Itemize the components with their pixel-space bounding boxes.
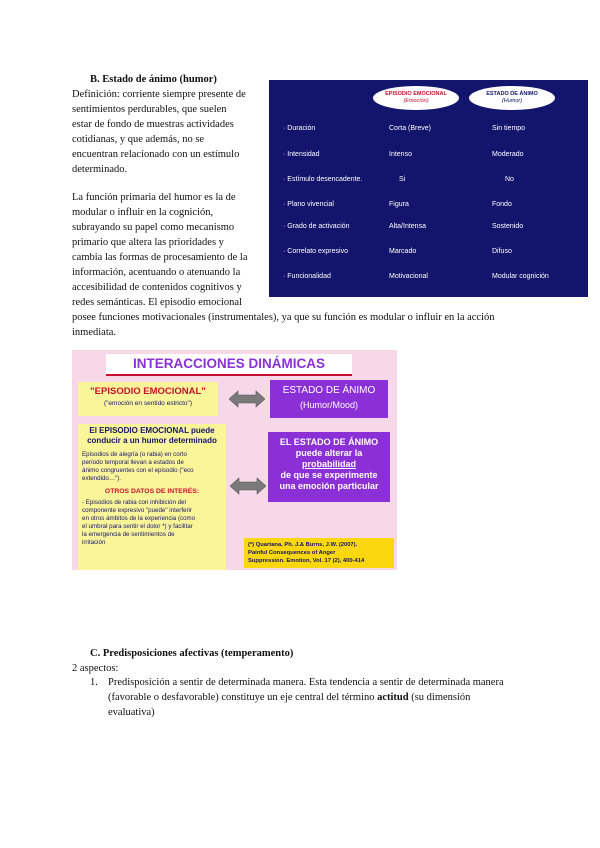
function-paragraph	[72, 190, 267, 310]
table-row	[269, 248, 588, 260]
reference-box	[244, 538, 394, 568]
row-humor: Moderado	[492, 151, 524, 158]
row-emocion: Alta/Intensa	[389, 223, 426, 230]
text-line: sentimientos perdurables, que suelen	[72, 104, 227, 115]
text-line: subrayando su papel como mecanismo	[72, 222, 235, 233]
row-emocion: Intenso	[389, 151, 412, 158]
header-episodio-title: EPISODIO EMOCIONAL	[385, 91, 447, 97]
section-b-heading: B. Estado de ánimo (humor)	[90, 74, 217, 85]
yellow-body-line: ánimo congruentes con el episodio ("eco	[82, 467, 194, 474]
text-line: accesibilidad de contenidos cognitivos y	[72, 282, 242, 293]
row-label: · Intensidad	[283, 151, 320, 158]
row-emocion: Si	[399, 176, 406, 183]
reference-line: (*) Quartana, Ph. J.& Burns, J.W. (2007).	[248, 542, 358, 548]
text-segment: (favorable o desfavorable) constituye un eje central del término	[108, 692, 375, 703]
row-emocion: Marcado	[389, 248, 417, 255]
text-line: Predisposición a sentir de determinada manera. Esta tendencia a sentir de determinada manera	[108, 677, 504, 688]
text-line: inmediata.	[72, 327, 117, 338]
row-humor: Sostenido	[492, 223, 524, 230]
purple-line: de que se experimente	[280, 470, 378, 480]
text-line: posee funciones motivacionales (instrumentales), ya que su función es modular o influir en la acción	[72, 312, 495, 323]
text-line: cotidianas, y que además, no se	[72, 134, 205, 145]
text-line: estar de fondo de muestras actividades	[72, 119, 234, 130]
text-segment: (su dimensión	[411, 692, 471, 703]
yellow-info-box	[78, 424, 226, 570]
text-line: determinado.	[72, 164, 128, 175]
header-episodio-sub: (Emoción)	[403, 98, 429, 104]
reference-line: Painful Consequences of Anger	[248, 550, 336, 556]
list-item-number: 1.	[90, 677, 98, 688]
row-label: · Estímulo desencadente.	[283, 176, 363, 183]
otros-body-line: irritación	[82, 539, 106, 546]
aspects-label: 2 aspectos:	[72, 663, 119, 674]
interactions-slide	[72, 350, 397, 570]
yellow-heading-line: El EPISODIO EMOCIONAL puede	[89, 426, 215, 435]
header-episodio-pill	[373, 86, 459, 110]
purple-line: puede alterar la	[295, 448, 363, 458]
list-item	[108, 675, 548, 720]
otros-body-line: en otros ámbitos de la experiencia (como	[82, 515, 196, 522]
row-emocion: Corta (Breve)	[389, 125, 432, 132]
row-humor: No	[505, 176, 514, 183]
double-arrow-icon	[229, 390, 265, 408]
row-humor: Modular cognición	[492, 273, 549, 280]
purple-box	[268, 432, 390, 502]
keyword-actitud: actitud	[377, 692, 409, 703]
yellow-heading-line: conducir a un humor determinado	[87, 436, 217, 445]
comparison-slide	[269, 80, 588, 297]
header-estado-title: ESTADO DE ÁNIMO	[486, 91, 538, 97]
table-row	[269, 125, 588, 137]
table-row	[269, 273, 588, 285]
episodio-sub: ("emoción en sentido estricto")	[103, 400, 193, 407]
estado-box	[270, 380, 388, 418]
text-line: primario que altera las prioridades y	[72, 237, 224, 248]
reference-line: Suppression. Emotion, Vol. 17 (2), 400-414	[248, 558, 365, 564]
text-line: información, acentuando o atenuando la	[72, 267, 241, 278]
table-row	[269, 223, 588, 235]
slide-title: INTERACCIONES DINÁMICAS	[132, 356, 325, 371]
row-emocion: Figura	[389, 201, 409, 208]
row-label: · Correlato expresivo	[283, 248, 348, 255]
text-line: evaluativa)	[108, 707, 155, 718]
function-paragraph-continued	[72, 310, 572, 340]
purple-line: probabilidad	[302, 459, 356, 469]
text-line: La función primaria del humor es la de	[72, 192, 236, 203]
text-line: cambia las formas de procesamiento de la	[72, 252, 248, 263]
text-line: modular o influir en la cognición,	[72, 207, 214, 218]
otros-body-line: la emergencia de sentimientos de	[82, 531, 175, 538]
row-humor: Sin tiempo	[492, 125, 526, 132]
episodio-title: "EPISODIO EMOCIONAL"	[90, 386, 206, 397]
otros-title: OTROS DATOS DE INTERÉS:	[104, 488, 200, 495]
otros-body-line: componente expresivo "puede" interferir	[82, 507, 192, 514]
table-row	[269, 201, 588, 213]
text-line: encuentran relacionado con un estímulo	[72, 149, 240, 160]
definition-paragraph	[72, 87, 262, 177]
yellow-body-line: extendido…").	[82, 475, 121, 482]
row-label: · Grado de activación	[283, 223, 350, 230]
header-estado-pill	[469, 86, 555, 110]
episodio-box	[78, 382, 218, 416]
otros-body-line: - Episodios de rabia con inhibición del	[82, 499, 186, 506]
otros-body-line: el umbral para sentir el dolor *) y facilitar	[82, 523, 193, 530]
yellow-body-line: Episodios de alegría (o rabia) en corto	[82, 451, 187, 458]
estado-title: ESTADO DE ÁNIMO	[282, 385, 376, 396]
purple-line: una emoción particular	[279, 481, 379, 491]
row-label: · Funcionalidad	[283, 273, 331, 280]
row-label: · Duración	[283, 125, 316, 132]
text-line: Definición: corriente siempre presente de	[72, 89, 246, 100]
row-humor: Fondo	[492, 201, 512, 208]
estado-sub: (Humor/Mood)	[299, 400, 358, 410]
yellow-body-line: período temporal llevan a estados de	[82, 459, 184, 466]
text-line: redes semánticas. El episodio emocional	[72, 297, 242, 308]
row-humor: Difuso	[492, 248, 512, 255]
table-row	[269, 176, 588, 188]
table-row	[269, 151, 588, 163]
section-c-heading: C. Predisposiciones afectivas (temperamento)	[90, 648, 294, 659]
text-line	[108, 690, 548, 705]
double-arrow-icon	[230, 477, 266, 495]
title-banner	[106, 354, 352, 376]
row-label: · Plano vivencial	[283, 201, 334, 208]
purple-line: EL ESTADO DE ÁNIMO	[279, 437, 379, 447]
row-emocion: Motivacional	[389, 273, 428, 280]
header-estado-sub: (Humor)	[501, 98, 523, 104]
